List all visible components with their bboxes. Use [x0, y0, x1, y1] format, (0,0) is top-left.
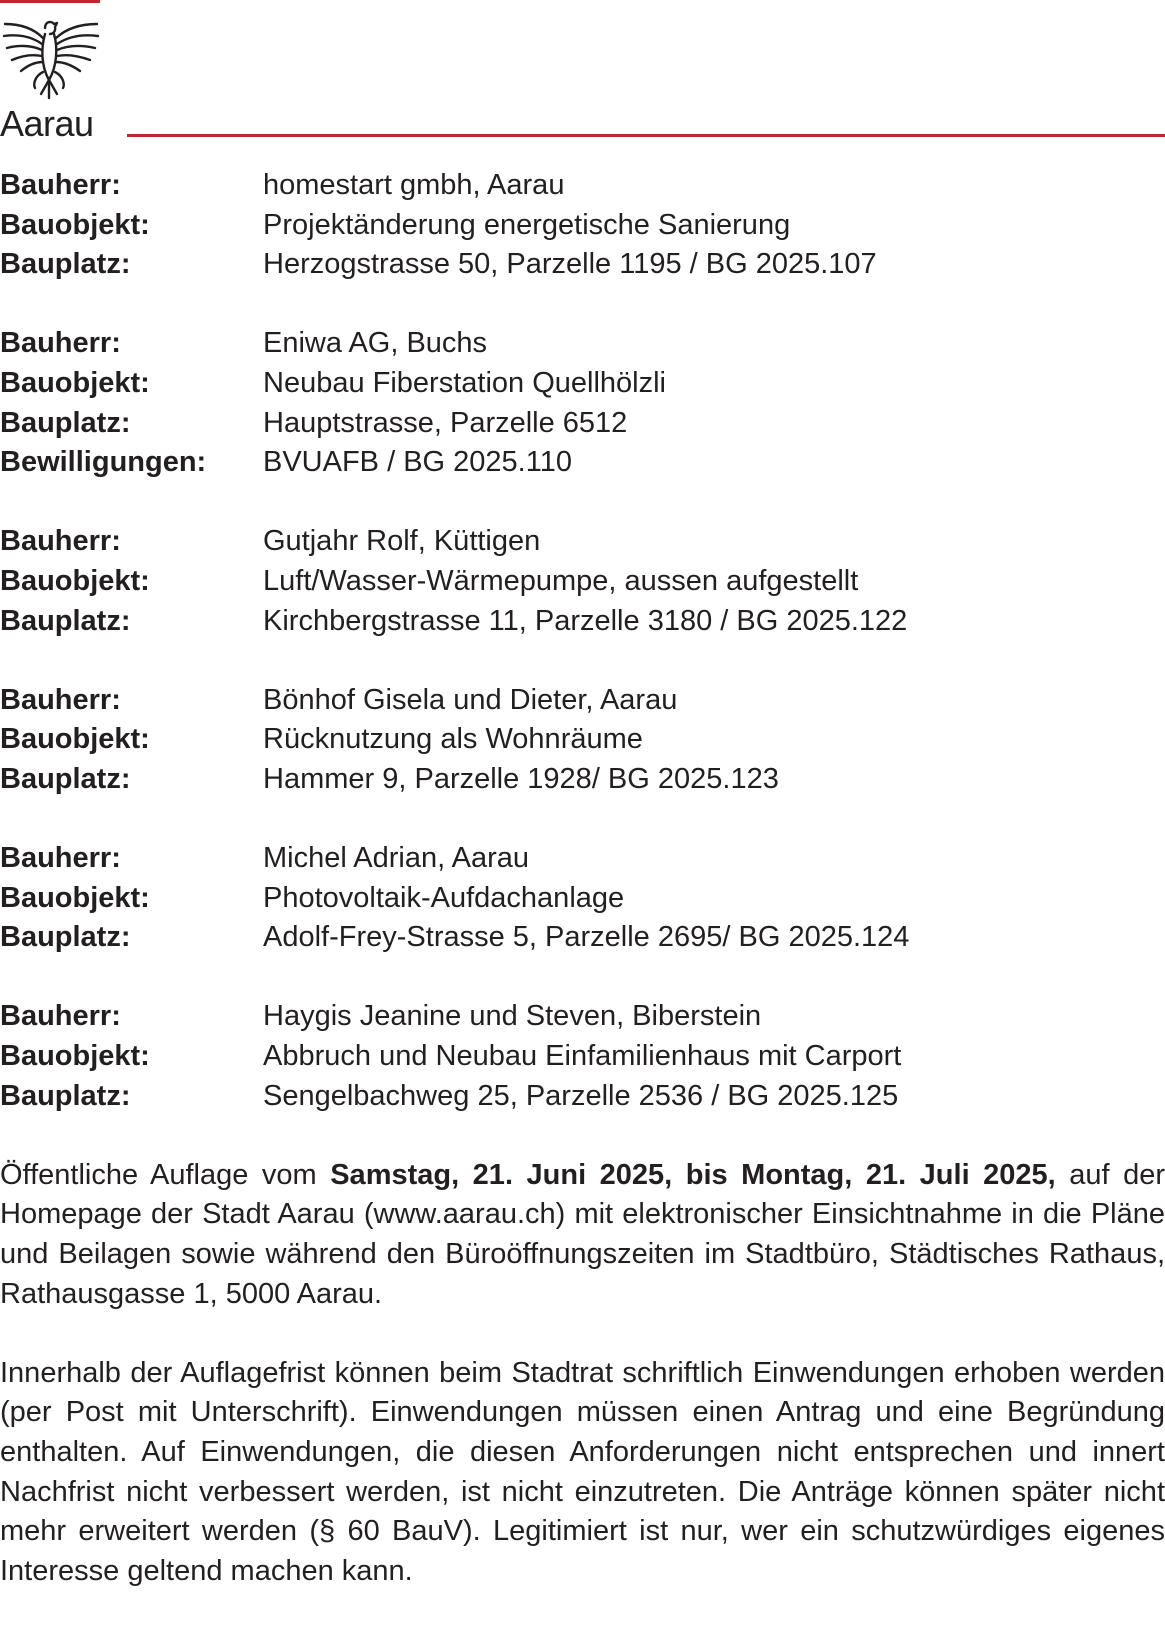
entry-value: Eniwa AG, Buchs [263, 327, 488, 360]
entry-value: Haygis Jeanine und Steven, Biberstein [263, 1000, 762, 1033]
entry-row [0, 245, 1165, 285]
application-entry [0, 997, 1165, 1116]
entry-row [0, 760, 1165, 800]
entry-value: Projektänderung energetische Sanierung [263, 208, 791, 241]
notice-prefix: Öffentliche Auflage vom [0, 1158, 331, 1191]
entry-label: Bauherr: [0, 525, 121, 558]
entry-label: Bauplatz: [0, 1079, 131, 1112]
entry-value: Gutjahr Rolf, Küttigen [263, 525, 541, 558]
entry-value: Luft/Wasser-Wärmepumpe, aussen aufgestellt [263, 564, 859, 597]
entry-label: Bauherr: [0, 842, 121, 875]
application-entry [0, 522, 1165, 641]
entry-label: Bauplatz: [0, 604, 131, 637]
application-entry [0, 324, 1165, 482]
notice-dates: Samstag, 21. Juni 2025, bis Montag, 21. Juli 2025, [330, 1158, 1056, 1191]
entry-label: Bauobjekt: [0, 1040, 150, 1073]
objection-paragraph: Innerhalb der Auflagefrist können beim Stadtrat schriftlich Einwendungen erhoben werden (per Post mit Unterschrift). Einwendungen müssen einen Antrag und eine Begründung enthalten. Auf Einwendungen, die diesen Anforderungen nicht entsprechen und innert Nachfrist nicht verbessert werden, ist nicht einzutreten. Die Anträge können später nicht mehr erweitert werden (§ 60 BauV). Legitimiert ist nur, wer ein schutzwürdiges eigenes Interesse geltend machen kann. [0, 1356, 1165, 1587]
entry-value: Abbruch und Neubau Einfamilienhaus mit Carport [263, 1040, 902, 1073]
entry-value: Michel Adrian, Aarau [263, 842, 529, 875]
notice-suffix: auf der Homepage der Stadt Aarau (www.aarau.ch) mit elektronischer Einsichtnahme in die Pläne und Beilagen sowie während den Büroöffnungszeiten im Stadtbüro, Städtisches Rathaus, Rathausgasse 1, 5000 Aarau. [0, 1158, 1165, 1310]
entry-value: Sengelbachweg 25, Parzelle 2536 / BG 2025.125 [263, 1079, 899, 1112]
entry-value: BVUAFB / BG 2025.110 [263, 446, 572, 479]
entry-label: Bauherr: [0, 169, 121, 201]
entry-label: Bauobjekt: [0, 723, 150, 756]
entry-row [0, 602, 1165, 642]
entry-label: Bauplatz: [0, 248, 131, 281]
entry-value: Kirchbergstrasse 11, Parzelle 3180 / BG 2025.122 [263, 604, 908, 637]
entry-row [0, 1037, 1165, 1077]
entry-row [0, 720, 1165, 760]
entry-label: Bauherr: [0, 683, 121, 716]
entry-value: Hauptstrasse, Parzelle 6512 [263, 406, 628, 439]
entry-value: Hammer 9, Parzelle 1928/ BG 2025.123 [263, 762, 779, 795]
entry-label: Bewilligungen: [0, 446, 207, 479]
logo-wordmark: Aarau [0, 103, 94, 144]
application-entry [0, 839, 1165, 958]
entry-row [0, 364, 1165, 404]
entry-label: Bauherr: [0, 327, 121, 360]
entry-label: Bauherr: [0, 1000, 121, 1033]
public-notice-paragraph [0, 1156, 1165, 1314]
entry-row [0, 1077, 1165, 1117]
entry-value: Neubau Fiberstation Quellhölzli [263, 366, 666, 399]
entry-row [0, 879, 1165, 919]
entry-label: Bauobjekt: [0, 564, 150, 597]
entry-value: homestart gmbh, Aarau [263, 169, 565, 201]
entry-row [0, 681, 1165, 721]
entry-label: Bauobjekt: [0, 366, 150, 399]
entry-row [0, 997, 1165, 1037]
application-entry [0, 166, 1165, 285]
entry-row [0, 206, 1165, 246]
building-applications-list [0, 166, 1165, 1116]
header-rule [127, 134, 1165, 137]
entry-row [0, 324, 1165, 364]
entry-label: Bauplatz: [0, 406, 131, 439]
entry-row [0, 522, 1165, 562]
entry-value: Bönhof Gisela und Dieter, Aarau [263, 683, 678, 716]
top-accent-bar [0, 0, 100, 3]
entry-value: Photovoltaik-Aufdachanlage [263, 881, 625, 914]
entry-row [0, 839, 1165, 879]
entry-row [0, 443, 1165, 483]
entry-value: Adolf-Frey-Strasse 5, Parzelle 2695/ BG 2025.124 [263, 921, 910, 954]
entry-row [0, 404, 1165, 444]
entry-row [0, 562, 1165, 602]
entry-row [0, 166, 1165, 206]
entry-value: Herzogstrasse 50, Parzelle 1195 / BG 2025.107 [263, 248, 877, 281]
eagle-crest-icon [0, 14, 102, 104]
entry-value: Rücknutzung als Wohnräume [263, 723, 643, 756]
entry-label: Bauobjekt: [0, 208, 150, 241]
entry-row [0, 918, 1165, 958]
publication-body [0, 166, 1165, 1631]
application-entry [0, 681, 1165, 800]
entry-label: Bauplatz: [0, 921, 131, 954]
entry-label: Bauobjekt: [0, 881, 150, 914]
entry-label: Bauplatz: [0, 762, 131, 795]
